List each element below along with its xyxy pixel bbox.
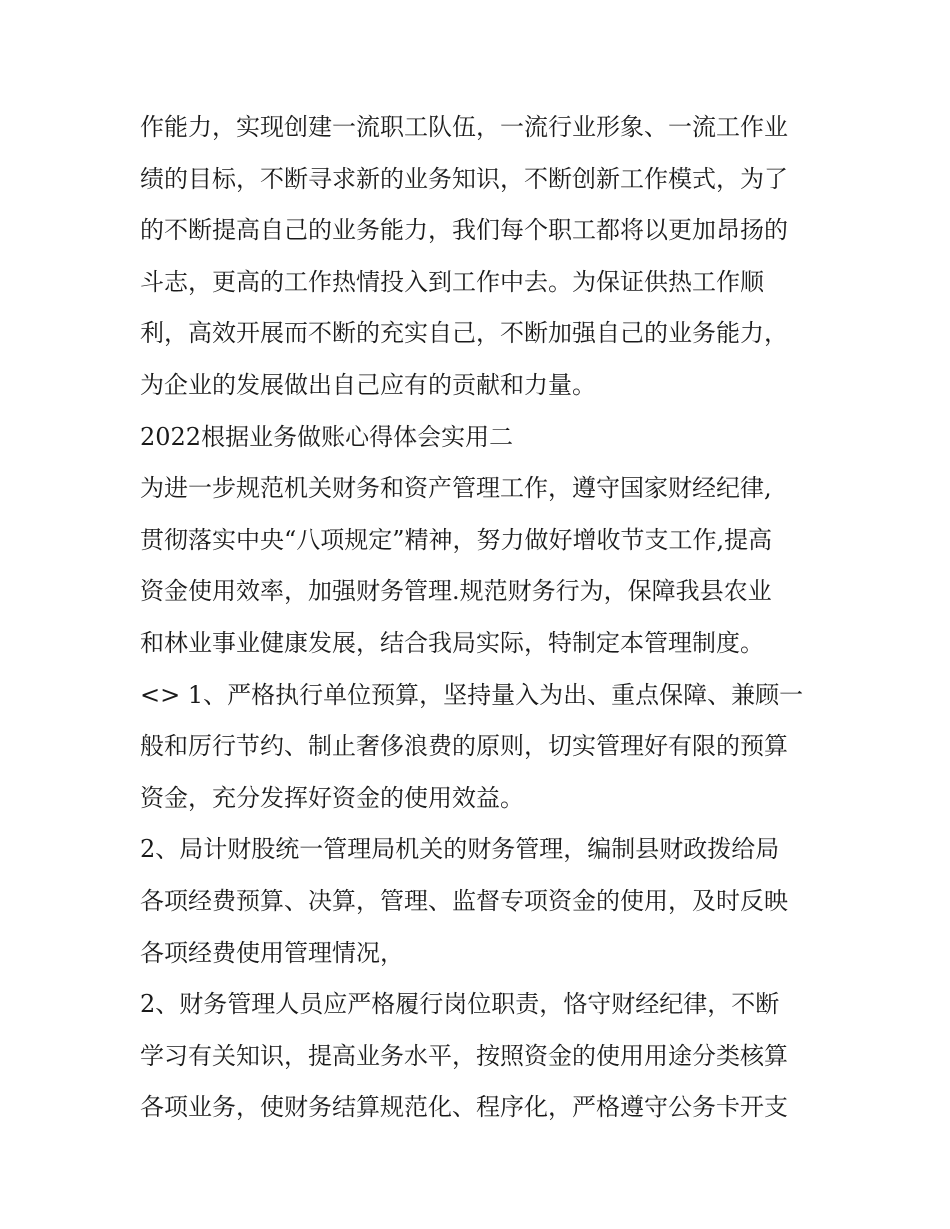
section-heading: 2022根据业务做账心得体会实用二 bbox=[140, 422, 514, 451]
paragraph-line: 为企业的发展做出自己应有的贡献和力量。 bbox=[140, 370, 596, 399]
paragraph-line: 和林业事业健康发展，结合我局实际，特制定本管理制度。 bbox=[140, 628, 764, 657]
list-item-line: 学习有关知识，提高业务水平，按照资金的使用用途分类核算 bbox=[140, 1041, 788, 1070]
list-item-line: 2、局计财股统一管理局机关的财务管理，编制县财政拨给局 bbox=[140, 835, 780, 864]
list-item-line: 资金，充分发挥好资金的使用效益。 bbox=[140, 783, 524, 812]
paragraph-line: 斗志，更高的工作热情投入到工作中去。为保证供热工作顺 bbox=[140, 267, 764, 296]
list-item-line: 各项经费预算、决算，管理、监督专项资金的使用，及时反映 bbox=[140, 886, 788, 915]
paragraph-line: 的不断提高自己的业务能力，我们每个职工都将以更加昂扬的 bbox=[140, 216, 788, 245]
paragraph-line: 绩的目标，不断寻求新的业务知识，不断创新工作模式，为了 bbox=[140, 164, 788, 193]
paragraph-line: 资金使用效率，加强财务管理.规范财务行为，保障我县农业 bbox=[140, 577, 772, 606]
list-item-line: 2、财务管理人员应严格履行岗位职责，恪守财经纪律，不断 bbox=[140, 990, 780, 1019]
list-item-line: 般和厉行节约、制止奢侈浪费的原则，切实管理好有限的预算 bbox=[140, 732, 788, 761]
paragraph-line: 利，高效开展而不断的充实自己，不断加强自己的业务能力， bbox=[140, 319, 788, 348]
paragraph-line: 贯彻落实中央“八项规定”精神，努力做好增收节支工作,提高 bbox=[140, 525, 773, 554]
list-item-line: <> 1、严格执行单位预算，坚持量入为出、重点保障、兼顾一 bbox=[140, 680, 804, 709]
list-item-line: 各项业务，使财务结算规范化、程序化，严格遵守公务卡开支 bbox=[140, 1093, 788, 1122]
paragraph-line: 为进一步规范机关财务和资产管理工作，遵守国家财经纪律, bbox=[140, 474, 772, 503]
list-item-line: 各项经费使用管理情况， bbox=[140, 938, 404, 967]
paragraph-line: 作能力，实现创建一流职工队伍，一流行业形象、一流工作业 bbox=[140, 113, 788, 141]
document-body bbox=[140, 102, 820, 1134]
